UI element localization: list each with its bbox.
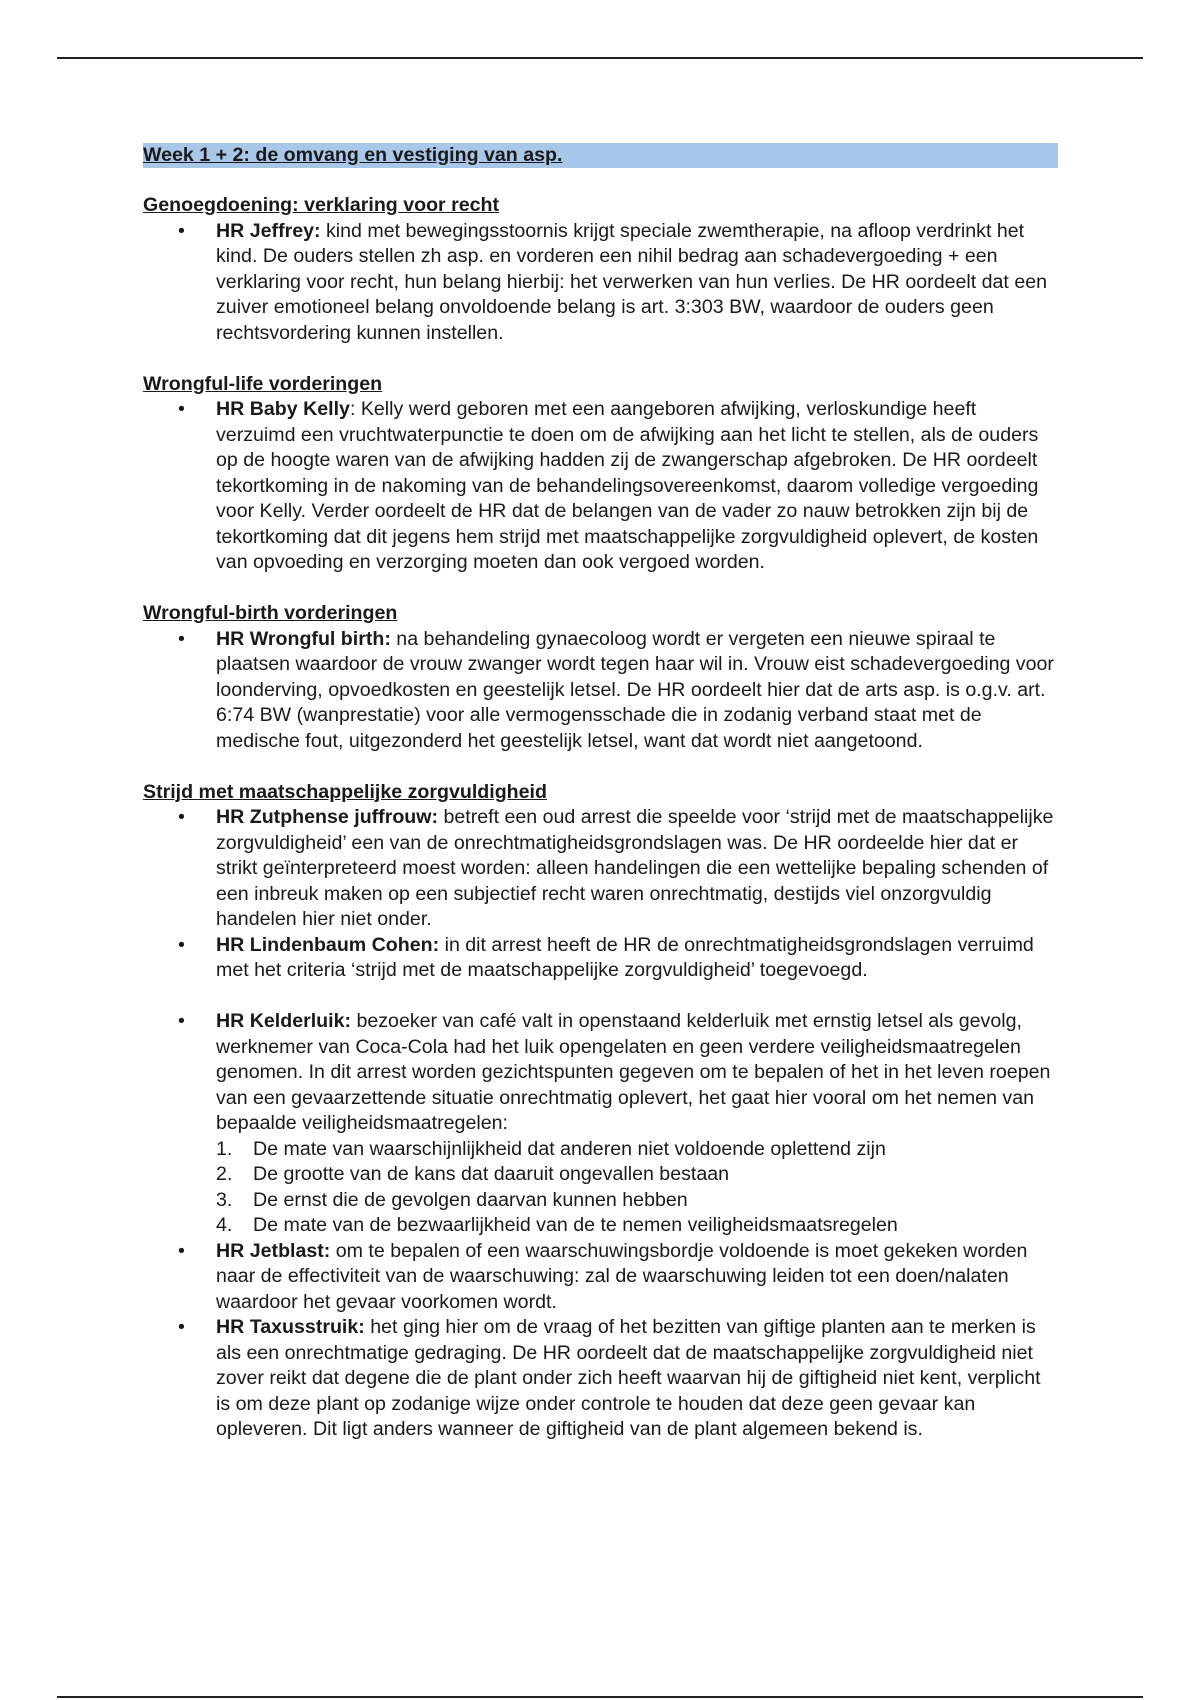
case-item bbox=[216, 219, 1058, 347]
criteria-number: 2. bbox=[216, 1163, 233, 1185]
case-text: in dit arrest heeft de HR de onrechtmatigheidsgrondslagen verruimd met het criteria ‘strijd met de maatschappelijke zorgvuldigheid’ toegevoegd. bbox=[216, 933, 1034, 981]
case-item bbox=[216, 933, 1058, 984]
case-item bbox=[216, 1315, 1058, 1443]
case-text: : Kelly werd geboren met een aangeboren afwijking, verloskundige heeft verzuimd een vruchtwaterpunctie te doen om de afwijking aan het licht te stellen, als de ouders op de hoogte waren van de afwijking hadden zij de zwangerschap afgebroken. De HR oordeelt tekortkoming in de nakoming van de behandelingsovereenkomst, daarom volledige vergoeding voor Kelly. Verder oordeelt de HR dat de belangen van de vader zo nauw betrokken zijn bij de tekortkoming dat dit jegens hem strijd met maatschappelijke zorgvuldigheid oplevert, de kosten van opvoeding en verzorging moeten dan ook vergoed worden. bbox=[216, 398, 1039, 573]
case-item bbox=[216, 627, 1058, 755]
criteria-text: De mate van de bezwaarlijkheid van de te nemen veiligheidsmaatsregelen bbox=[253, 1214, 898, 1236]
case-name: HR Kelderluik: bbox=[216, 1010, 352, 1032]
section-genoegdoening bbox=[143, 193, 1058, 346]
case-name: HR Wrongful birth: bbox=[216, 627, 391, 650]
case-item bbox=[216, 1239, 1058, 1316]
case-list bbox=[143, 627, 1058, 755]
case-name: HR Zutphense juffrouw: bbox=[216, 806, 439, 828]
case-name: HR Taxusstruik: bbox=[216, 1316, 365, 1338]
case-item bbox=[216, 1009, 1058, 1239]
criteria-item bbox=[216, 1213, 1058, 1239]
criteria-list bbox=[216, 1137, 1058, 1239]
week-title: Week 1 + 2: de omvang en vestiging van asp. bbox=[143, 143, 1058, 168]
case-text: het ging hier om de vraag of het bezitten van giftige planten aan te merken is als een onrechtmatige gedraging. De HR oordeelt dat de maatschappelijke zorgvuldigheid niet zover reikt dat degene die de plant onder zich heeft waarvan hij de giftigheid niet kent, verplicht is om deze plant op zodanige wijze onder controle te houden dat deze geen gevaar kan opleveren. Dit ligt anders wanneer de giftigheid van de plant algemeen bekend is. bbox=[216, 1316, 1041, 1440]
case-text: betreft een oud arrest die speelde voor ‘strijd met de maatschappelijke zorgvuldigheid’ een van de onrechtmatigheidsgrondslagen was. De HR oordeelde hier dat er strikt geïnterpreteerd moest worden: alleen handelingen die een wettelijke bepaling schenden of een inbreuk maken op een subjectief recht waren onrechtmatig, destijds viel onzorgvuldig handelen hier niet onder. bbox=[216, 806, 1054, 930]
criteria-item bbox=[216, 1188, 1058, 1214]
case-text: na behandeling gynaecoloog wordt er vergeten een nieuwe spiraal te plaatsen waardoor de vrouw zwanger wordt tegen haar wil in. Vrouw eist schadevergoeding voor loonderving, opvoedkosten en geestelijk letsel. De HR oordeelt hier dat de arts asp. is o.g.v. art. 6:74 BW (wanprestatie) voor alle vermogensschade die in zodanig verband staat met de medische fout, uitgezonderd het geestelijk letsel, want dat wordt niet aangetoond. bbox=[216, 627, 1054, 752]
case-name: HR Jeffrey: bbox=[216, 219, 321, 242]
case-text: kind met bewegingsstoornis krijgt speciale zwemtherapie, na afloop verdrinkt het kind. De ouders stellen zh asp. en vorderen een nihil bedrag aan schadevergoeding + een verklaring voor recht, hun belang hierbij: het verwerken van hun verlies. De HR oordeelt dat een zuiver emotioneel belang onvoldoende belang is art. 3:303 BW, waardoor de ouders geen rechtsvordering kunnen instellen. bbox=[216, 219, 1048, 344]
case-list bbox=[143, 805, 1058, 1443]
criteria-item bbox=[216, 1137, 1058, 1163]
case-name: HR Jetblast: bbox=[216, 1239, 331, 1262]
case-list bbox=[143, 397, 1058, 576]
section-maatschappelijke-zorgvuldigheid bbox=[143, 780, 1058, 1443]
criteria-text: De mate van waarschijnlijkheid dat anderen niet voldoende oplettend zijn bbox=[253, 1137, 886, 1160]
criteria-number: 4. bbox=[216, 1214, 233, 1236]
section-title: Strijd met maatschappelijke zorgvuldigheid bbox=[143, 780, 547, 803]
header-rule bbox=[57, 57, 1143, 59]
criteria-number: 1. bbox=[216, 1137, 233, 1160]
criteria-number: 3. bbox=[216, 1188, 233, 1211]
section-title: Genoegdoening: verklaring voor recht bbox=[143, 194, 500, 216]
criteria-item bbox=[216, 1162, 1058, 1188]
footer-rule bbox=[57, 1696, 1143, 1698]
case-item bbox=[216, 397, 1058, 576]
criteria-text: De ernst die de gevolgen daarvan kunnen hebben bbox=[253, 1188, 688, 1211]
criteria-text: De grootte van de kans dat daaruit ongevallen bestaan bbox=[253, 1163, 730, 1185]
section-wrongful-birth bbox=[143, 601, 1058, 754]
document-body bbox=[143, 143, 1058, 1443]
case-text: om te bepalen of een waarschuwingsbordje voldoende is moet gekeken worden naar de effectiviteit van de waarschuwing: zal de waarschuwing leiden tot een doen/nalaten waardoor het gevaar voorkomen wordt. bbox=[216, 1239, 1028, 1313]
section-wrongful-life bbox=[143, 372, 1058, 576]
case-text: bezoeker van café valt in openstaand kelderluik met ernstig letsel als gevolg, werknemer van Coca-Cola had het luik opengelaten en geen verdere veiligheidsmaatregelen genomen. In dit arrest worden gezichtspunten gegeven om te bepalen of het in het leven roepen van een gevaarzettende situatie onrechtmatig oplevert, het gaat hier vooral om het nemen van bepaalde veiligheidsmaatregelen: bbox=[216, 1010, 1051, 1134]
case-list bbox=[143, 219, 1058, 347]
case-item bbox=[216, 805, 1058, 933]
case-name: HR Baby Kelly bbox=[216, 398, 350, 420]
case-name: HR Lindenbaum Cohen: bbox=[216, 933, 440, 956]
section-title: Wrongful-life vorderingen bbox=[143, 372, 383, 395]
section-title: Wrongful-birth vorderingen bbox=[143, 602, 398, 624]
